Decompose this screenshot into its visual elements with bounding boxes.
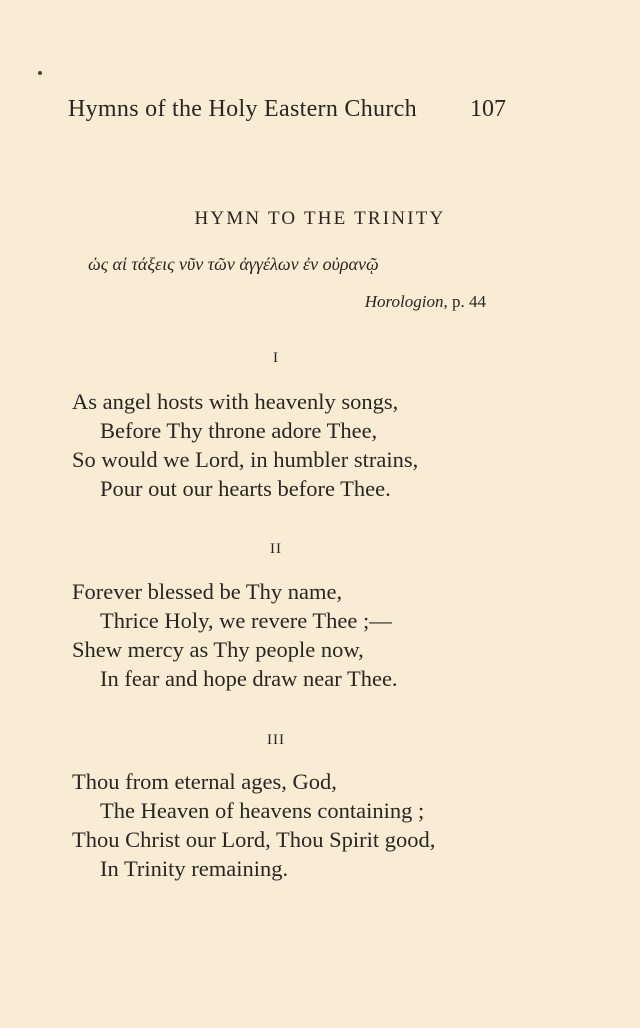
stanza-2-line-3: Shew mercy as Thy people now, (72, 637, 364, 662)
page-number: 107 (470, 96, 506, 122)
stanza-3-line-2: The Heaven of heavens containing ; (100, 798, 425, 823)
page-speck (38, 71, 42, 75)
stanza-3-line-4: In Trinity remaining. (100, 856, 289, 881)
stanza-1-line-3: So would we Lord, in humbler strains, (72, 447, 419, 472)
stanza-1-line-1: As angel hosts with heavenly songs, (72, 389, 399, 414)
stanza-3-numeral: III (267, 732, 285, 748)
hymn-title: HYMN TO THE TRINITY (194, 208, 446, 229)
stanza-2-line-4: In fear and hope draw near Thee. (100, 666, 398, 691)
stanza-1-line-2: Before Thy throne adore Thee, (100, 418, 378, 443)
stanza-1-line-4: Pour out our hearts before Thee. (100, 476, 391, 501)
stanza-2-line-2: Thrice Holy, we revere Thee ;— (100, 608, 392, 633)
stanza-2-line-1: Forever blessed be Thy name, (72, 579, 343, 604)
greek-epigraph: ὡς αἱ τάξεις νῦν τῶν ἀγγέλων ἐν οὐρανῷ (88, 254, 379, 274)
citation-source: Horologion (364, 292, 444, 311)
running-title: Hymns of the Holy Eastern Church (68, 96, 417, 122)
stanza-2-numeral: II (270, 541, 282, 557)
stanza-3-line-3: Thou Christ our Lord, Thou Spirit good, (72, 827, 436, 852)
stanza-3-line-1: Thou from eternal ages, God, (72, 769, 337, 794)
citation (365, 292, 486, 312)
stanza-1-numeral: I (273, 350, 279, 366)
citation-page: , p. 44 (443, 292, 486, 311)
